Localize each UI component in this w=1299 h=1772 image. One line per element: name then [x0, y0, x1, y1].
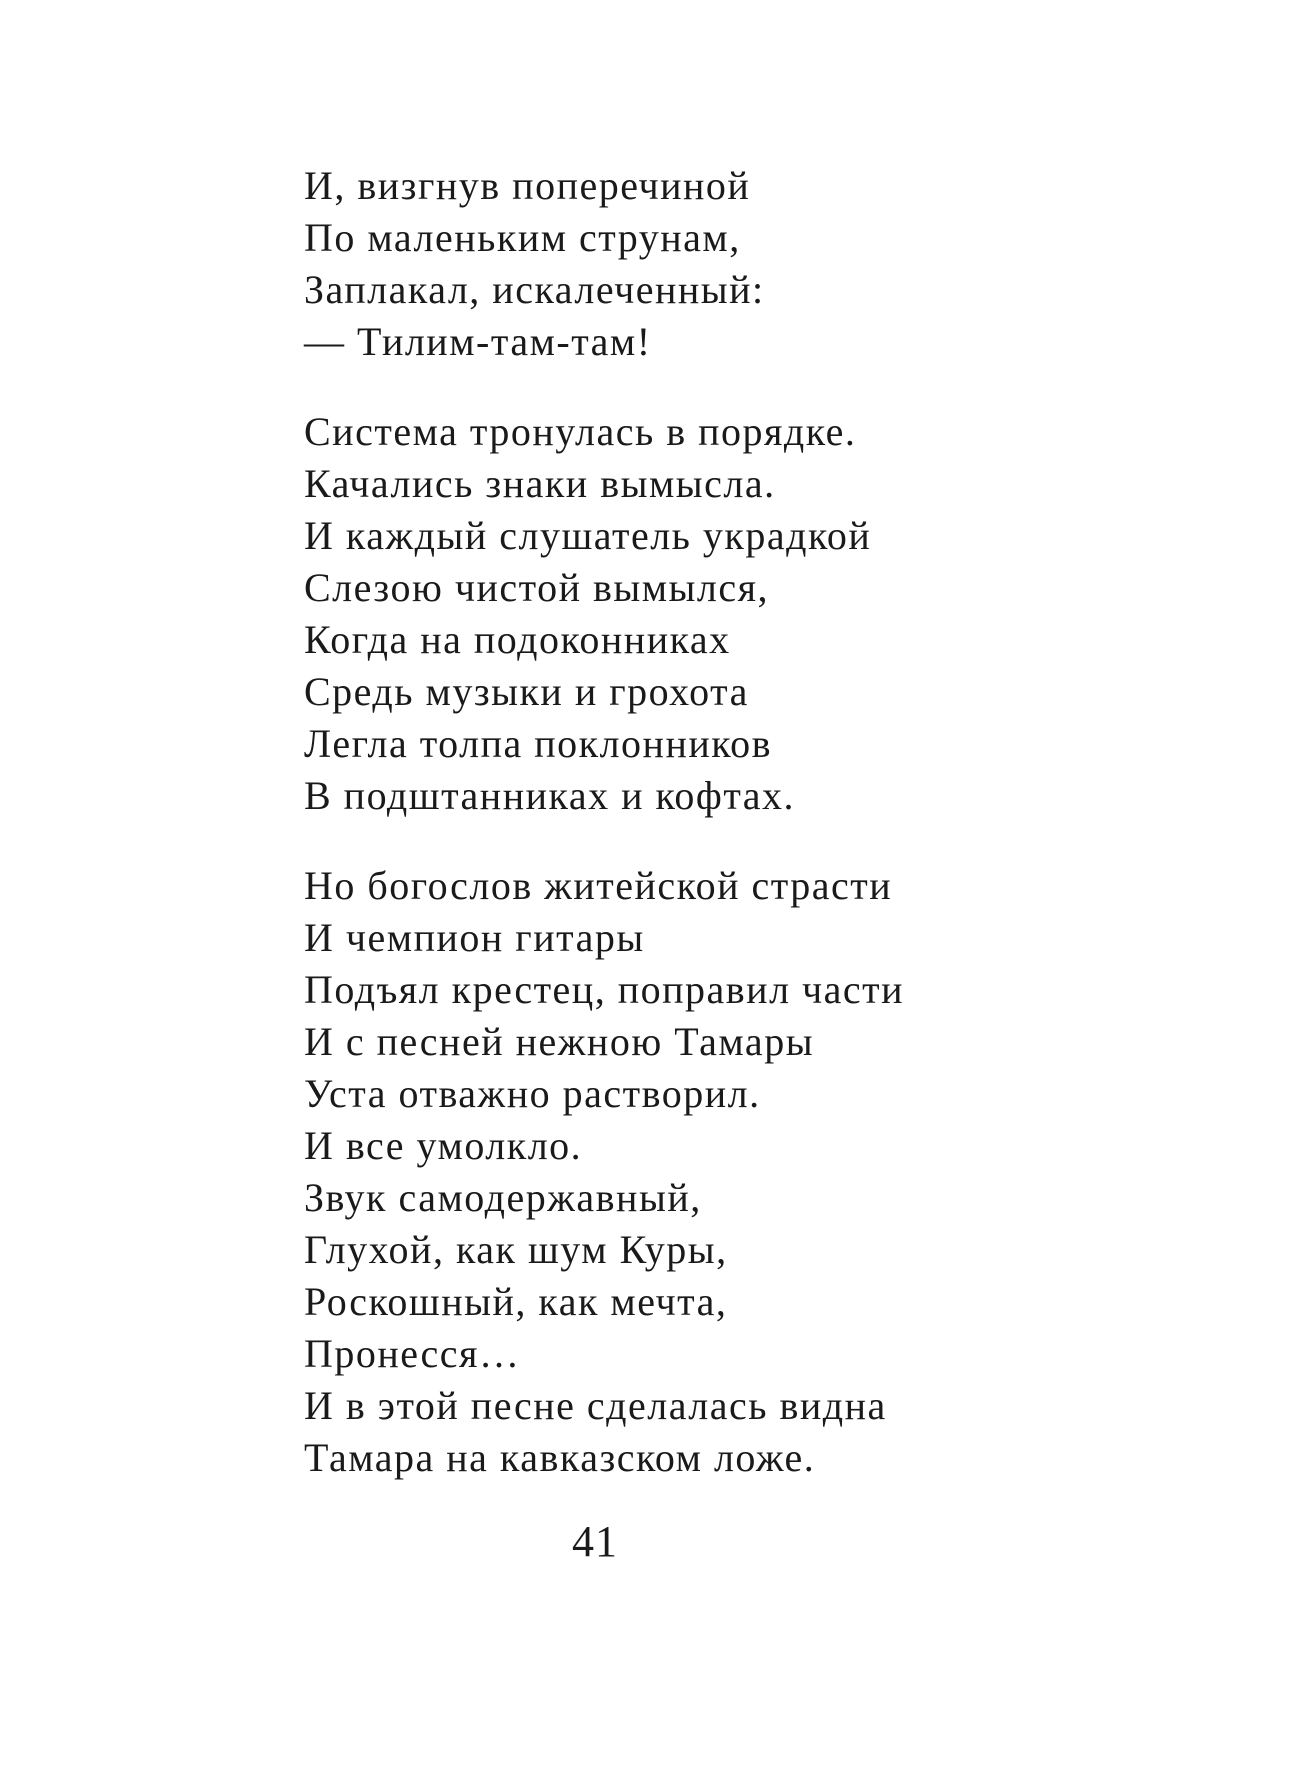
- poem-line: Тамара на кавказском ложе.: [304, 1435, 816, 1480]
- poem-line: Заплакал, искалеченный:: [304, 267, 765, 312]
- stanza-2: [304, 406, 1204, 822]
- poem-line: Легла толпа поклонников: [304, 721, 773, 766]
- page-number: 41: [572, 1517, 618, 1566]
- poem-line: И в этой песне сделалась видна: [304, 1383, 887, 1428]
- stanza-1: [304, 160, 1204, 368]
- poem-line: Но богослов житейской страсти: [304, 863, 893, 908]
- poem-line: Когда на подоконниках: [304, 617, 731, 662]
- poem-line: И все умолкло.: [304, 1123, 583, 1168]
- poem-body: [304, 160, 1204, 1484]
- poem-line: Глухой, как шум Куры,: [304, 1227, 728, 1272]
- poem-line: Уста отважно растворил.: [304, 1071, 761, 1116]
- poem-line: Слезою чистой вымылся,: [304, 565, 770, 610]
- poem-line: В подштанниках и кофтах.: [304, 773, 796, 818]
- poem-line: Пронесся…: [304, 1331, 521, 1376]
- poem-line: — Тилим-там-там!: [304, 319, 652, 364]
- poem-line: Подъял крестец, поправил части: [304, 967, 905, 1012]
- poem-line: Качались знаки вымысла.: [304, 461, 776, 506]
- poem-line: Система тронулась в порядке.: [304, 409, 857, 454]
- poem-line: И чемпион гитары: [304, 915, 645, 960]
- poem-line: По маленьким струнам,: [304, 215, 741, 260]
- poem-line: Звук самодержавный,: [304, 1175, 702, 1220]
- poem-line: И каждый слушатель украдкой: [304, 513, 872, 558]
- poem-line: И с песней нежною Тамары: [304, 1019, 815, 1064]
- stanza-3: [304, 860, 1204, 1484]
- poem-line: Роскошный, как мечта,: [304, 1279, 728, 1324]
- poem-line: Средь музыки и грохота: [304, 669, 749, 714]
- poem-line: И, визгнув поперечиной: [304, 163, 751, 208]
